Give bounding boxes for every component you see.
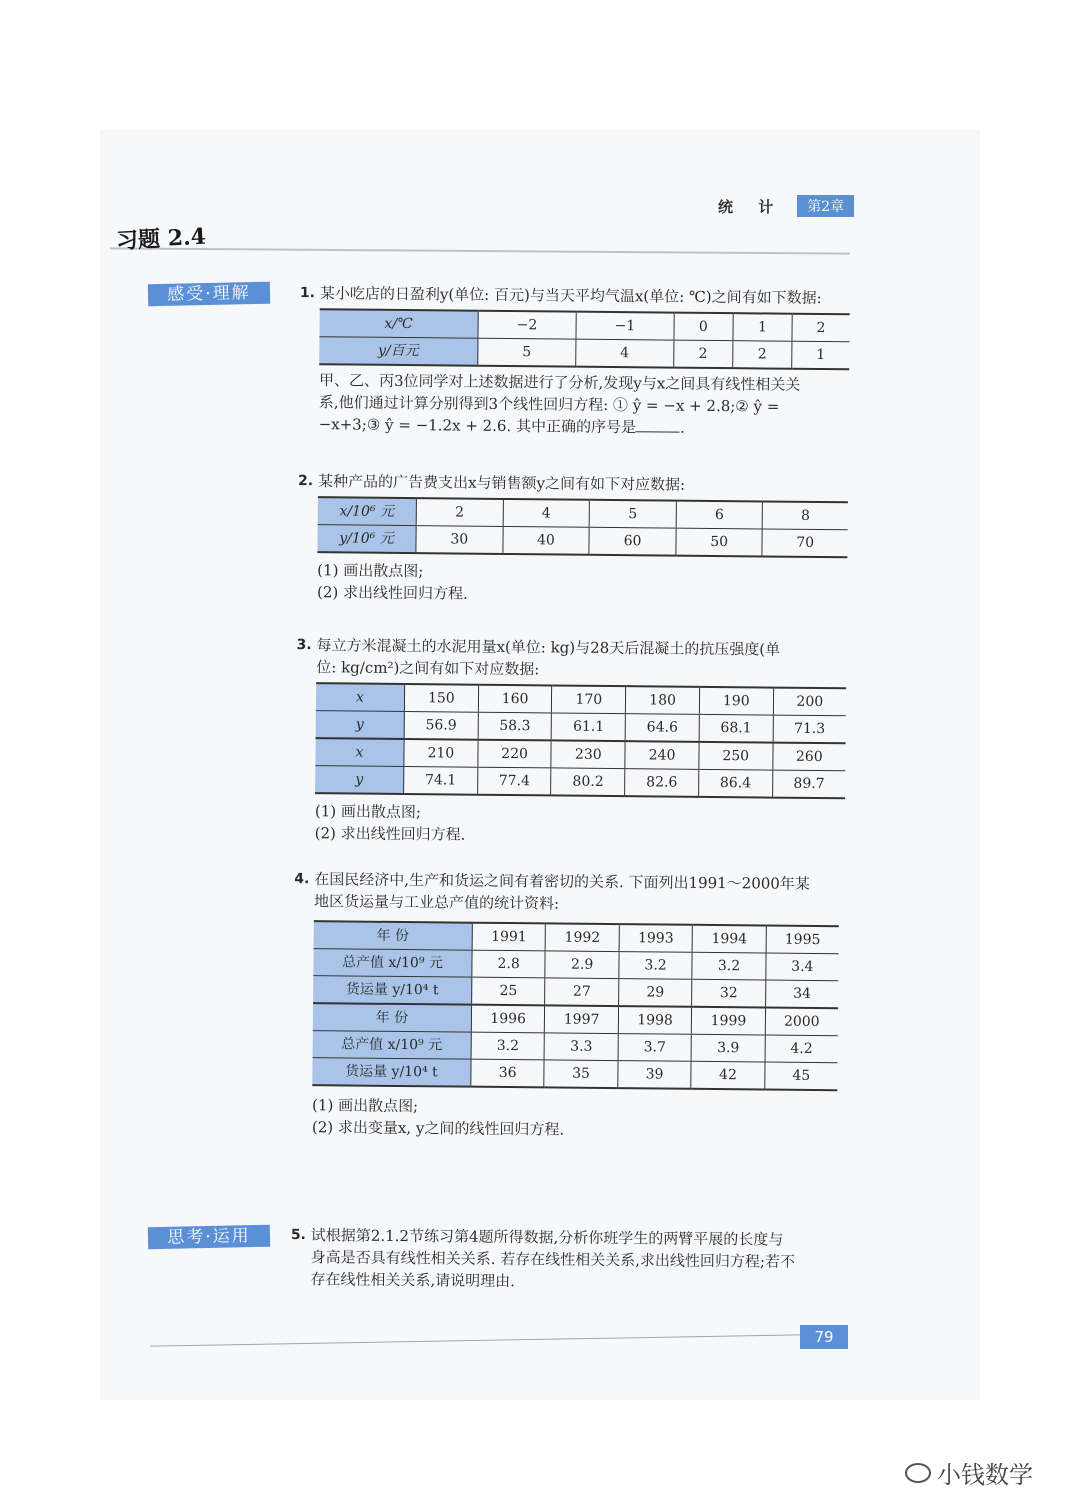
row-header: x bbox=[315, 738, 404, 766]
table-cell: 1995 bbox=[766, 926, 839, 954]
problem-1 bbox=[299, 282, 860, 440]
row-header: y/百元 bbox=[319, 337, 478, 366]
table-cell: −1 bbox=[576, 312, 674, 340]
problem-text: 某小吃店的日盈利y(单位: 百元)与当天平均气温x(单位: ℃)之间有如下数据: bbox=[319, 284, 822, 308]
table-cell: 3.3 bbox=[544, 1033, 618, 1061]
problem-line: 甲、乙、丙3位同学对上述数据进行了分析,发现y与x之间具有线性相关关 bbox=[318, 371, 801, 394]
data-table-1 bbox=[319, 308, 850, 370]
problem-text: 存在线性相关关系,请说明理由. bbox=[310, 1270, 516, 1291]
subquestion: (1) 画出散点图; bbox=[314, 802, 422, 822]
row-header: 总产值 x/10⁹ 元 bbox=[313, 949, 472, 978]
table-cell: 1993 bbox=[619, 924, 693, 952]
table-cell: 160 bbox=[478, 685, 552, 713]
row-header: x bbox=[316, 683, 405, 711]
table-cell: 8 bbox=[763, 501, 848, 529]
table-cell: 64.6 bbox=[625, 714, 699, 742]
chapter-number: 第2章 bbox=[797, 195, 854, 217]
table-row bbox=[317, 525, 847, 558]
table-cell: 39 bbox=[618, 1061, 692, 1089]
data-table-2 bbox=[317, 496, 848, 558]
table-cell: 1998 bbox=[618, 1006, 692, 1034]
problem-text: 身高是否具有线性相关关系. 若存在线性相关关系,求出线性回归方程;若不 bbox=[310, 1248, 796, 1271]
table-cell: 34 bbox=[765, 980, 838, 1008]
table-row bbox=[319, 337, 849, 370]
table-cell: −2 bbox=[478, 311, 576, 339]
table-cell: 150 bbox=[404, 684, 478, 712]
table-cell: 180 bbox=[626, 686, 700, 714]
problem-text: 在国民经济中,生产和货运之间有着密切的关系. 下面列出1991～2000年某 bbox=[314, 870, 810, 893]
table-cell: 200 bbox=[773, 688, 846, 716]
table-cell: 3.7 bbox=[618, 1034, 692, 1062]
table-cell: 230 bbox=[551, 740, 625, 768]
table-cell: 86.4 bbox=[699, 769, 773, 797]
table-cell: 4 bbox=[503, 499, 590, 527]
table-cell: 3.2 bbox=[471, 1032, 545, 1060]
row-header: x/10⁶ 元 bbox=[318, 497, 417, 525]
row-header: 货运量 y/10⁴ t bbox=[312, 1058, 471, 1087]
table-cell: 2.9 bbox=[545, 951, 619, 979]
answer-blank bbox=[636, 431, 680, 432]
row-header: 货运量 y/10⁴ t bbox=[313, 976, 472, 1005]
table-cell: 2000 bbox=[765, 1008, 838, 1036]
problem-text: 每立方米混凝土的水泥用量x(单位: kg)与28天后混凝土的抗压强度(单 bbox=[316, 636, 781, 659]
problem-5 bbox=[290, 1224, 851, 1295]
table-cell: 29 bbox=[618, 979, 692, 1007]
problem-number: 5. bbox=[290, 1226, 306, 1244]
table-cell: 56.9 bbox=[404, 712, 478, 740]
table-cell: 42 bbox=[691, 1061, 765, 1089]
table-cell: 190 bbox=[699, 687, 773, 715]
table-cell: 74.1 bbox=[404, 767, 478, 795]
watermark bbox=[905, 1455, 1033, 1490]
row-header: 年 份 bbox=[314, 921, 473, 950]
table-cell: 1 bbox=[792, 341, 850, 369]
row-header: y bbox=[316, 711, 405, 739]
problem-2 bbox=[297, 470, 858, 608]
data-table-4 bbox=[312, 920, 839, 1091]
table-cell: 0 bbox=[674, 313, 733, 341]
subquestion: (2) 求出线性回归方程. bbox=[314, 824, 466, 844]
section-title: 习题 2.4 bbox=[115, 223, 207, 255]
problem-text: 某种产品的广告费支出x与销售额y之间有如下对应数据: bbox=[318, 472, 686, 494]
table-cell: 80.2 bbox=[551, 768, 625, 796]
period-mark: . bbox=[679, 418, 685, 437]
problem-text: 位: kg/cm²)之间有如下对应数据: bbox=[316, 658, 540, 679]
table-cell: 30 bbox=[416, 526, 503, 554]
table-cell: 2 bbox=[673, 340, 732, 368]
section-tag-apply: 思考·运用 bbox=[148, 1225, 270, 1250]
table-cell: 1996 bbox=[471, 1005, 545, 1033]
table-cell: 6 bbox=[676, 501, 763, 529]
table-cell: 2.8 bbox=[472, 950, 546, 978]
data-table-3 bbox=[315, 682, 846, 799]
table-cell: 4 bbox=[576, 339, 674, 367]
chapter-label: 统 计 bbox=[718, 197, 784, 216]
page-number: 79 bbox=[800, 1325, 848, 1349]
problem-3 bbox=[295, 634, 857, 849]
row-header: x/℃ bbox=[319, 309, 478, 338]
problem-text: 试根据第2.1.2节练习第4题所得数据,分析你班学生的两臂平展的长度与 bbox=[310, 1226, 784, 1249]
subquestion: (2) 求出变量x, y之间的线性回归方程. bbox=[311, 1118, 565, 1139]
table-cell: 71.3 bbox=[773, 715, 846, 743]
problem-number: 3. bbox=[296, 636, 312, 654]
problem-number: 4. bbox=[294, 870, 310, 888]
table-cell: 260 bbox=[773, 743, 846, 771]
problem-4 bbox=[292, 868, 855, 1143]
problem-line: −x+3;③ ŷ = −1.2x + 2.6. 其中正确的序号是 bbox=[318, 415, 637, 437]
table-cell: 32 bbox=[692, 979, 766, 1007]
wechat-icon bbox=[905, 1463, 931, 1483]
section-tag-understand: 感受·理解 bbox=[148, 282, 270, 307]
table-cell: 77.4 bbox=[477, 767, 551, 795]
table-cell: 58.3 bbox=[478, 712, 552, 740]
table-cell: 3.4 bbox=[766, 953, 839, 981]
table-cell: 210 bbox=[404, 739, 478, 767]
subquestion: (1) 画出散点图; bbox=[317, 561, 424, 581]
table-cell: 170 bbox=[552, 685, 626, 713]
table-cell: 220 bbox=[478, 740, 552, 768]
table-cell: 5 bbox=[589, 500, 676, 528]
table-cell: 1992 bbox=[546, 923, 620, 951]
table-cell: 36 bbox=[471, 1059, 545, 1087]
table-cell: 240 bbox=[625, 741, 699, 769]
table-cell: 60 bbox=[589, 527, 676, 555]
row-header: 总产值 x/10⁹ 元 bbox=[313, 1031, 472, 1060]
table-cell: 89.7 bbox=[772, 770, 845, 798]
table-cell: 61.1 bbox=[552, 713, 626, 741]
table-cell: 2 bbox=[792, 314, 850, 342]
table-cell: 68.1 bbox=[699, 714, 773, 742]
problem-number: 1. bbox=[299, 284, 316, 302]
table-row bbox=[315, 766, 845, 799]
chapter-tab bbox=[714, 196, 854, 216]
problem-text: 地区货运量与工业总产值的统计资料: bbox=[313, 892, 560, 913]
table-cell: 3.2 bbox=[619, 952, 693, 980]
row-header: y/10⁶ 元 bbox=[317, 525, 416, 553]
table-cell: 3.9 bbox=[691, 1034, 765, 1062]
watermark-text: 小钱数学 bbox=[937, 1461, 1033, 1489]
table-cell: 1994 bbox=[692, 925, 766, 953]
table-cell: 35 bbox=[544, 1060, 618, 1088]
table-cell: 4.2 bbox=[765, 1035, 838, 1063]
subquestion: (2) 求出线性回归方程. bbox=[316, 583, 468, 603]
table-cell: 5 bbox=[478, 338, 576, 366]
table-cell: 250 bbox=[699, 742, 773, 770]
table-cell: 50 bbox=[676, 528, 763, 556]
table-cell: 1991 bbox=[472, 923, 546, 951]
problem-line: 系,他们通过计算分别得到3个线性回归方程: ① ŷ = −x + 2.8;② ŷ = bbox=[318, 393, 780, 416]
table-cell: 82.6 bbox=[625, 769, 699, 797]
table-cell: 45 bbox=[765, 1062, 838, 1090]
table-cell: 70 bbox=[762, 529, 847, 557]
subquestion: (1) 画出散点图; bbox=[312, 1096, 419, 1116]
table-cell: 2 bbox=[733, 341, 792, 369]
problem-number: 2. bbox=[298, 472, 314, 490]
table-cell: 1999 bbox=[692, 1007, 766, 1035]
table-cell: 25 bbox=[472, 977, 546, 1005]
table-row bbox=[312, 1058, 837, 1091]
table-cell: 40 bbox=[503, 526, 590, 554]
table-cell: 2 bbox=[416, 498, 503, 526]
table-cell: 27 bbox=[545, 978, 619, 1006]
table-cell: 3.2 bbox=[692, 952, 766, 980]
table-cell: 1997 bbox=[545, 1005, 619, 1033]
row-header: 年 份 bbox=[313, 1003, 472, 1032]
row-header: y bbox=[315, 766, 404, 794]
table-cell: 1 bbox=[733, 313, 792, 341]
